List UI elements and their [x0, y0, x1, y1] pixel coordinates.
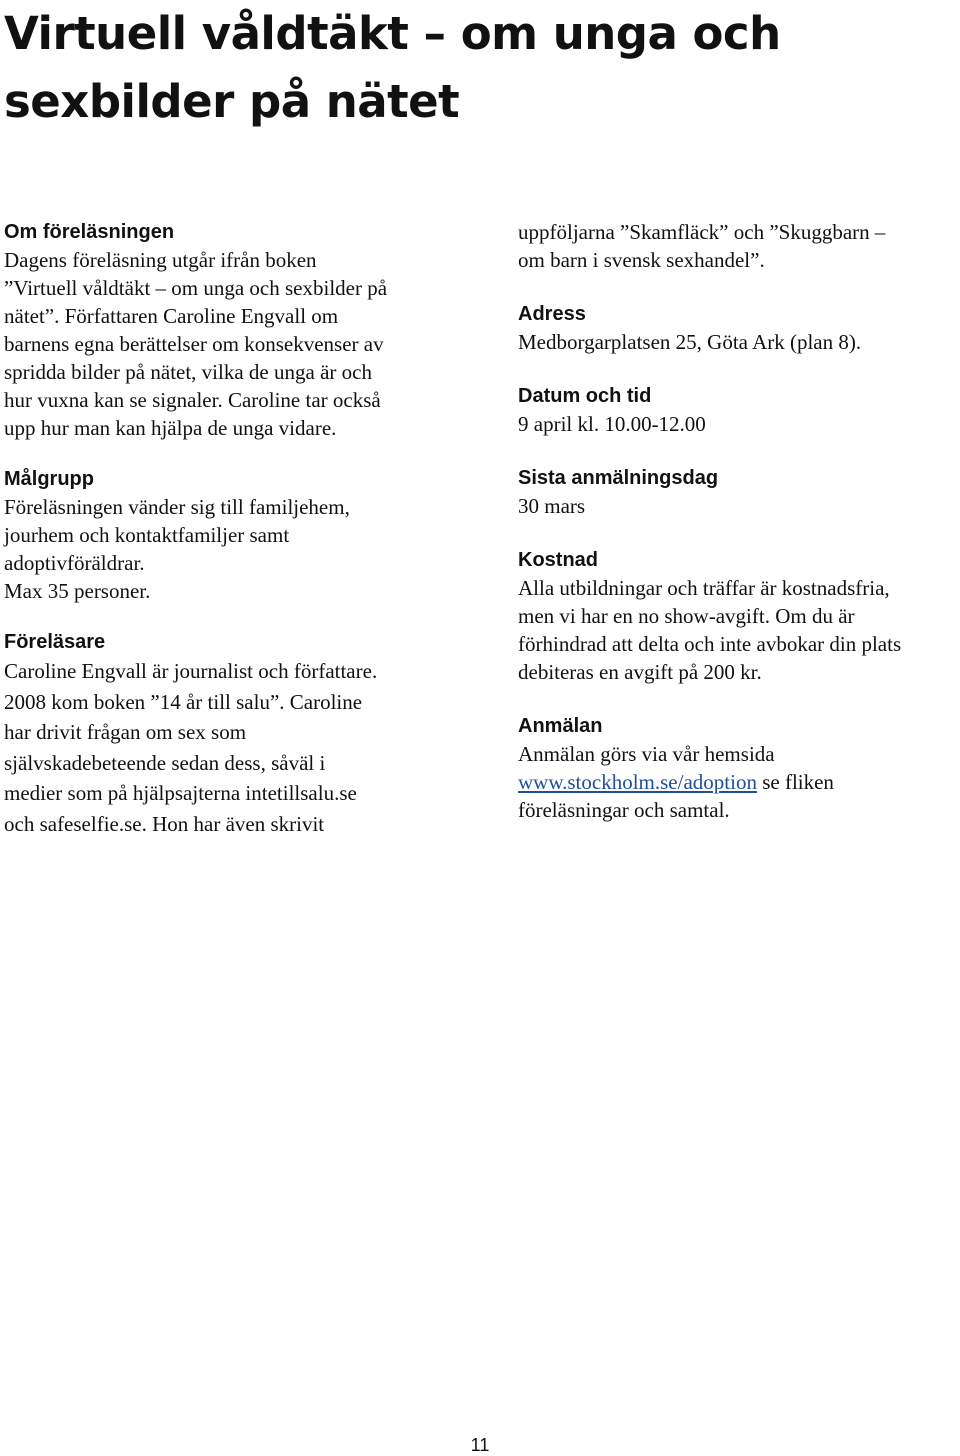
- section-anmalan: [518, 712, 960, 824]
- section-heading: Målgrupp: [4, 468, 94, 490]
- section-heading: Anmälan: [518, 715, 603, 737]
- section-body: Föreläsningen vänder sig till familjehem, jourhem och kontaktfamiljer samt adoptivföräldrar. Max 35 personer.: [4, 495, 350, 603]
- page-title: Virtuell våldtäkt – om unga och sexbilder på nätet: [4, 7, 781, 128]
- section-adress: [518, 300, 960, 356]
- section-body: Dagens föreläsning utgår ifrån boken ”Virtuell våldtäkt – om unga och sexbilder på nätet”. Författaren Caroline Engvall om barnens egna berättelser om konsekvenser av spridda bilder på nätet, vilka de unga är och hur vuxna kan se signaler. Caroline tar också upp hur man kan hjälpa de unga vidare.: [4, 248, 388, 440]
- section-body: 30 mars: [518, 494, 586, 518]
- section-body: 9 april kl. 10.00-12.00: [518, 412, 706, 436]
- section-body: Alla utbildningar och träffar är kostnadsfria, men vi har en no show-avgift. Om du är förhindrad att delta och inte avbokar din plats debiteras en avgift på 200 kr.: [518, 576, 902, 684]
- section-heading: Föreläsare: [4, 631, 106, 653]
- continued-text: uppföljarna ”Skamfläck” och ”Skuggbarn – om barn i svensk sexhandel”.: [518, 220, 886, 272]
- section-heading: Om föreläsningen: [4, 221, 175, 243]
- section-om-forelasningen: [4, 218, 474, 442]
- section-forelasare: [4, 628, 474, 839]
- right-column: [518, 218, 960, 824]
- section-kostnad: [518, 546, 960, 686]
- anmalan-text-after: se fliken föreläsningar och samtal.: [518, 770, 834, 822]
- section-malgrupp: [4, 465, 474, 605]
- section-body: [518, 740, 960, 824]
- section-heading: Datum och tid: [518, 385, 652, 407]
- section-sista-anmalningsdag: [518, 464, 960, 520]
- section-heading: Adress: [518, 303, 586, 325]
- page-number: 11: [470, 1435, 490, 1455]
- anmalan-text: Anmälan görs via vår hemsida: [518, 742, 775, 766]
- section-heading: Sista anmälningsdag: [518, 467, 719, 489]
- section-body: Caroline Engvall är journalist och författare. 2008 kom boken ”14 år till salu”. Caroline har drivit frågan om sex som självskadebeteende sedan dess, såväl i medier som på hjälpsajterna intetillsalu.se och safeselfie.se. Hon har även skrivit: [4, 659, 378, 836]
- section-heading: Kostnad: [518, 549, 598, 571]
- section-body: Medborgarplatsen 25, Göta Ark (plan 8).: [518, 330, 862, 354]
- left-column: [4, 218, 474, 839]
- adoption-website-link[interactable]: www.stockholm.se/adoption: [518, 770, 757, 794]
- section-datum-och-tid: [518, 382, 960, 438]
